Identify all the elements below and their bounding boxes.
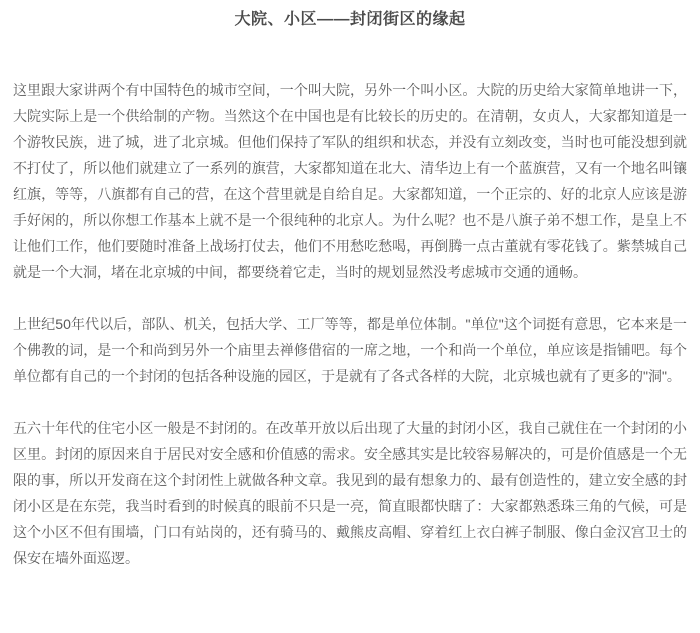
article-title: 大院、小区——封闭街区的缘起 — [234, 11, 466, 28]
article-paragraph-1: 这里跟大家讲两个有中国特色的城市空间，一个叫大院，另外一个叫小区。大院的历史给大家简单地讲一下，大院实际上是一个供给制的产物。当然这个在中国也是有比较长的历史的。在清朝，女贞人，大家都知道是一个游牧民族，进了城，进了北京城。但他们保持了军队的组织和状态，并没有立刻改变，当时也可能没想到就不打仗了，所以他们就建立了一系列的旗营，大家都知道在北大、清华边上有一个蓝旗营，又有一个地名叫镶红旗，等等，八旗都有自己的营，在这个营里就是自给自足。大家都知道，一个正宗的、好的北京人应该是游手好闲的，所以你想工作基本上就不是一个很纯种的北京人。为什么呢？也不是八旗子弟不想工作，是皇上不让他们工作，他们要随时准备上战场打仗去，他们不用愁吃愁喝，再倒腾一点古董就有零花钱了。紫禁城自己就是一个大洞，堵在北京城的中间，都要绕着它走，当时的规划显然没考虑城市交通的通畅。 — [13, 82, 687, 280]
article-paragraph-3: 五六十年代的住宅小区一般是不封闭的。在改革开放以后出现了大量的封闭小区，我自己就住在一个封闭的小区里。封闭的原因来自于居民对安全感和价值感的需求。安全感其实是比较容易解决的，可是价值感是一个无限的事，所以开发商在这个封闭性上就做各种文章。我见到的最有想象力的、最有创造性的，建立安全感的封闭小区是在东莞，我当时看到的时候真的眼前不只是一亮，简直眼都快瞎了：大家都熟悉珠三角的气候，可是这个小区不但有围墙，门口有站岗的，还有骑马的、戴熊皮高帽、穿着红上衣白裤子制服、像白金汉宫卫士的保安在墙外面巡逻。 — [13, 420, 687, 566]
article-paragraph-2: 上世纪50年代以后，部队、机关，包括大学、工厂等等，都是单位体制。"单位"这个词挺有意思，它本来是一个佛教的词，是一个和尚到另外一个庙里去禅修借宿的一席之地，一个和尚一个单位，单应该是指铺吧。每个单位都有自己的一个封闭的包括各种设施的园区，于是就有了各式各样的大院，北京城也就有了更多的"洞"。 — [13, 316, 687, 384]
